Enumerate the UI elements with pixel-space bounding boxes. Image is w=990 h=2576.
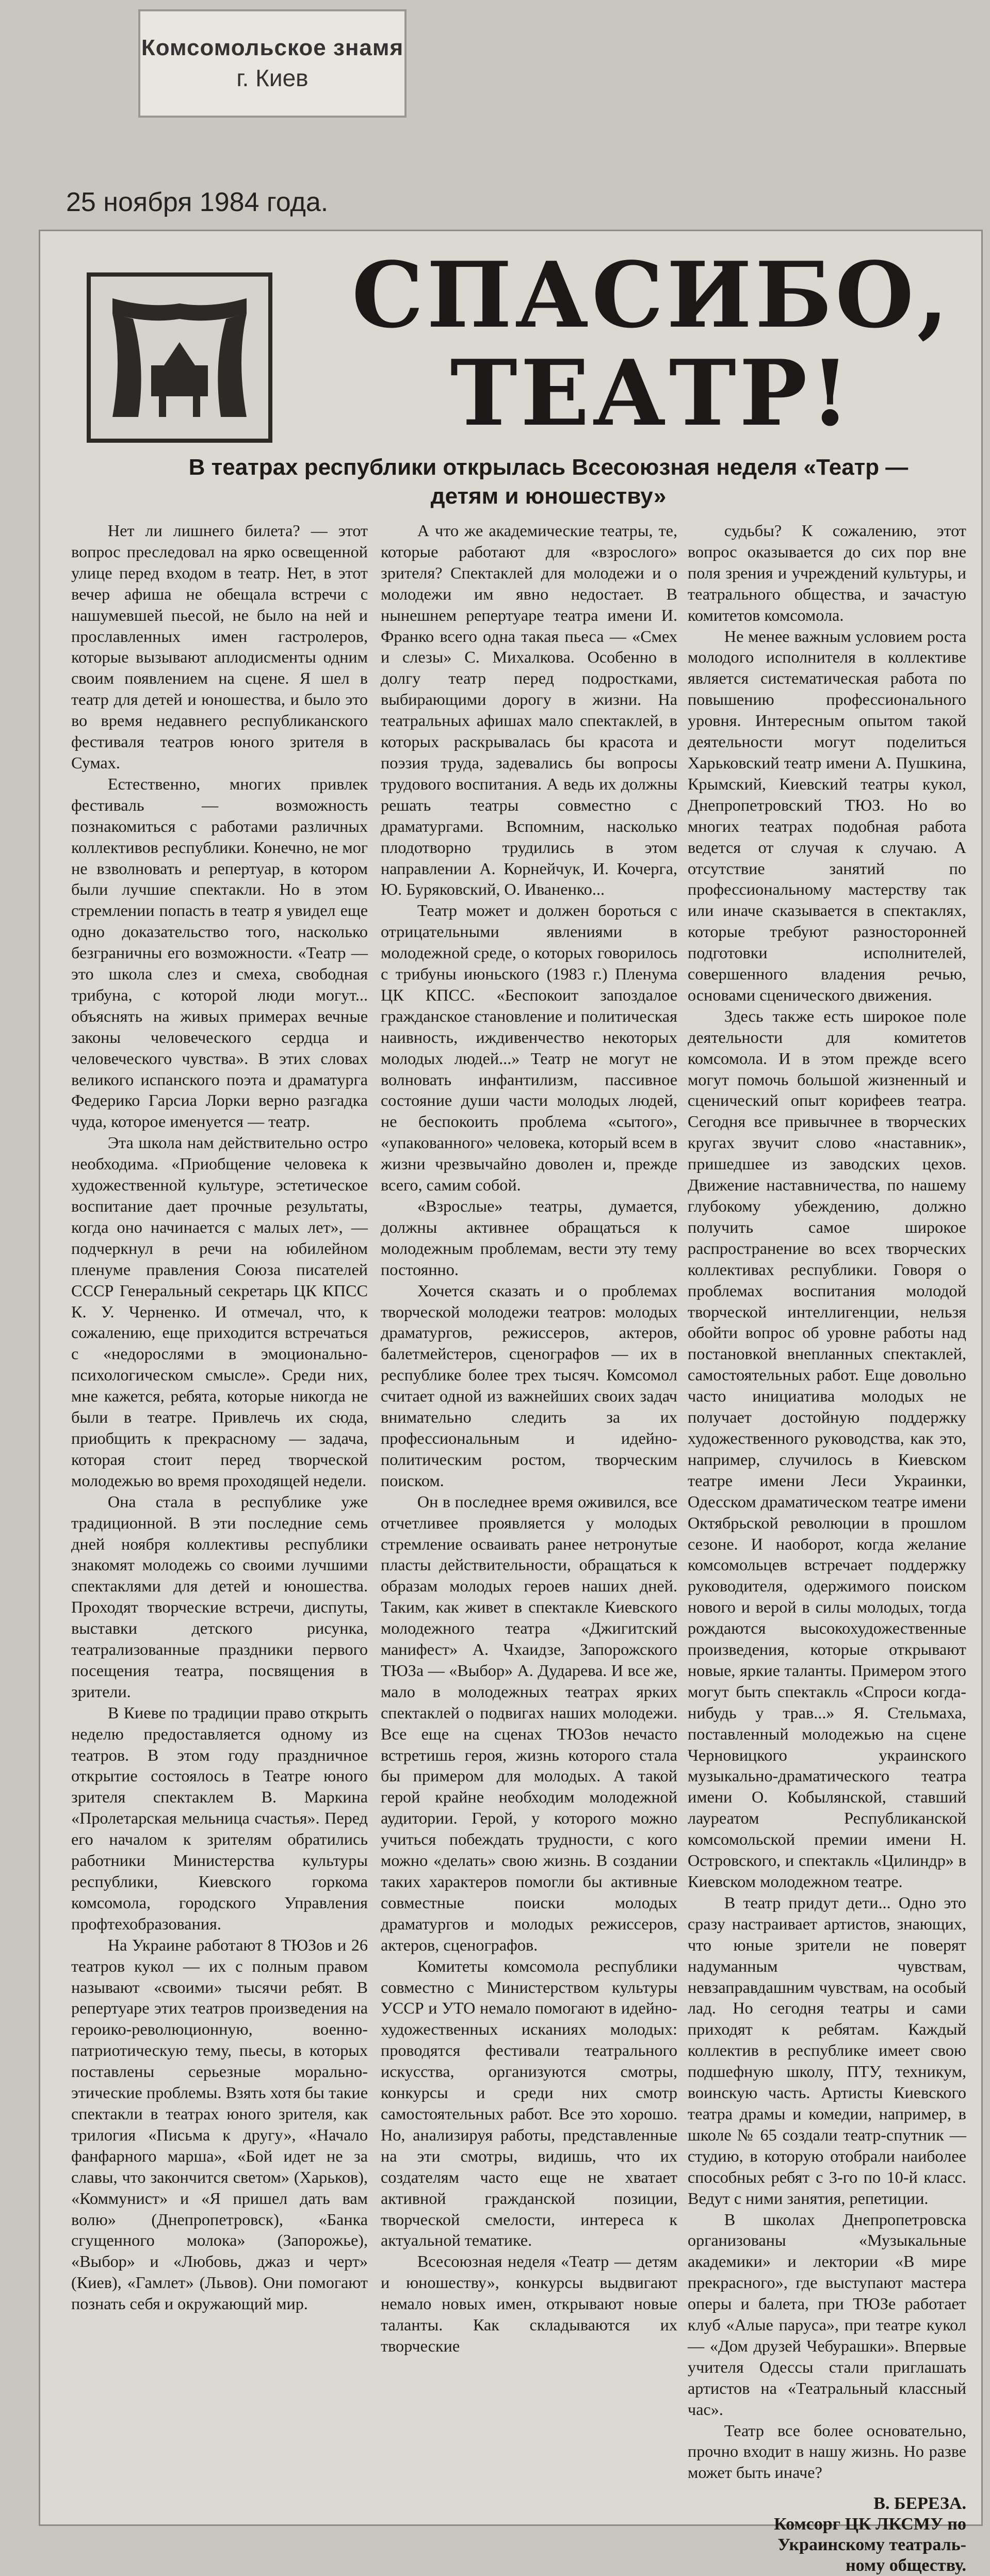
subheadline: В театрах республики открылась Всесоюзная неделя «Театр — детям и юношеству»: [188, 455, 908, 509]
paragraph: Хочется сказать и о проблемах творческой молодежи театров: молодых драматургов, режиссеров, актеров, балетмейстеров, сценографов — их в республике более трех тысяч. Комсомол считает одной из важнейших своих задач внимательно следить за их профессиональным и идейно-политическим ростом, творческим поиском.: [381, 1281, 677, 1490]
paragraph: Не менее важным условием роста молодого исполнителя в коллективе является систематическая работа по повышению профессионального уровня. Интересным опытом такой деятельности могут поделиться Харьковский театр имени А. Пушкина, Крымский, Киевский театры кукол, Днепропетровский ТЮЗ. Но во многих театрах подобная работа ведется от случая к случаю. А отсутствие занятий по профессиональному мастерству так или иначе сказывается в спектаклях, которые требуют разносторонней подготовки исполнителей, совершенного владения речью, основами сценического движения.: [688, 626, 966, 1004]
stamp-newspaper-name: Комсомольское знамя: [141, 35, 404, 60]
paragraph: Нет ли лишнего билета? — этот вопрос преследовал на ярко освещенной улице перед входом в театр. Нет, в этот вечер афиша не обещала встречи с нашумевшей пьесой, не было на ней и прославленных имен гастролеров, которые вызывают аплодисменты одним своим появлением на сцене. Я шел в театр для детей и юношества, и было это во время недавнего республиканского фестиваля театров юного зрителя в Сумах.: [71, 521, 368, 772]
paragraph: Здесь также есть широкое поле деятельности для комитетов комсомола. И в этом прежде всего могут помочь большой жизненный и сценический опыт корифеев театра. Сегодня все привычнее в творческих кругах звучит слово «наставник», пришедшее из заводских цехов. Движение наставничества, по нашему глубокому убеждению, должно получить самое широкое распространение во всех творческих коллективах республики. Говоря о проблемах воспитания молодой творческой интеллигенции, нельзя обойти вопрос об уровне работы над постановкой внепланных спектаклей, самостоятельных работ. Еще довольно часто инициатива молодых не получает достойную поддержку художественного руководства, как это, например, случилось в Киевском театре имени Леси Украинки, Одесском драматическом театре имени Октябрьской революции в прошлом сезоне. И наоборот, когда желание комсомольцев встречает поддержку руководителя, одержимого поиском нового и верой в силы молодых, тогда рождаются высокохудожественные произведения, которые открывают новые, яркие таланты. Примером этого могут быть спектакль «Спроси когда-нибудь у трав...» Я. Стельмаха, поставленный молодежью на сцене Черновицкого украинского музыкально-драматического театра имени О. Кобылянской, ставший лауреатом Республиканской комсомольской премии имени Н. Островского, и спектакль «Цилиндр» в Киевском молодежном театре.: [688, 1006, 966, 1891]
author-name: В. БЕРЕЗА.: [873, 2494, 966, 2514]
paragraph: судьбы? К сожалению, этот вопрос оказывается до сих пор вне поля зрения и учреждений культуры, и театрального общества, и зачастую комитетов комсомола.: [688, 521, 966, 624]
article-column-2: [381, 520, 677, 2522]
theatre-curtain-icon: [87, 272, 272, 443]
paragraph: Естественно, многих привлек фестиваль — возможность познакомиться с работами различных коллективов республики. Конечно, не мог не взволновать и репертуар, в котором были лучшие спектакли. Но в этом стремлении попасть в театр я увидел еще одно доказательство того, насколько безграничны его возможности. «Театр — это школа слез и смеха, свободная трибуна, с которой люди могут... объяснять на живых примерах вечные законы человеческого сердца и человеческого чувства». В этих словах великого испанского поэта и драматурга Федерико Гарсиа Лорки верно разгадка чуда, которое именуется — театр.: [71, 774, 368, 1131]
paragraph: Комитеты комсомола республики совместно с Министерством культуры УССР и УТО немало помогают в идейно-художественных исканиях молодых: проводятся фестивали театрального искусства, организуются смотры, конкурсы и среди них смотр самостоятельных работ. Все это хорошо. Но, анализируя работы, представленные на эти смотры, видишь, что их создателям часто еще не хватает активной гражданской позиции, творческой смелости, интереса к актуальной тематике.: [381, 1956, 677, 2250]
paragraph: Она стала в республике уже традиционной. В эти последние семь дней ноября коллективы республики знакомят молодежь со своими лучшими спектаклями для детей и юношества. Проходят творческие встречи, диспуты, выставки детского рисунка, театрализованные праздники первого посещения театра, посвящения в зрители.: [71, 1492, 368, 1701]
publication-date: 25 ноября 1984 года.: [66, 187, 329, 217]
stamp-city: г. Киев: [236, 65, 309, 91]
paragraph: Он в последнее время оживился, все отчетливее проявляется у молодых стремление осваивать ранее нетронутые пласты действительности, обращаться к образам молодых героев наших дней. Таким, как живет в спектакле Киевского молодежного театра «Джигитский манифест» А. Чхаидзе, Запорожского ТЮЗа — «Выбор» А. Дударева. И все же, мало в молодежных театрах ярких спектаклей о подвигах наших молодежи. Все еще на сценах ТЮЗов нечасто встретишь героя, жизнь которого стала бы примером для молодых. А такой герой крайне необходим молодежной аудитории. Герой, у которого можно учиться побеждать трудности, с кого можно «делать» свою жизнь. В создании таких характеров помогли бы активные совместные поиски молодых драматургов и молодых режиссеров, актеров, сценографов.: [381, 1492, 677, 1954]
paragraph: «Взрослые» театры, думается, должны активнее обращаться к молодежным проблемам, вести эту тему постоянно.: [381, 1197, 677, 1279]
paragraph: Театр может и должен бороться с отрицательными явлениями в молодежной среде, о которых говорилось с трибуны июньского (1983 г.) Пленума ЦК КПСС. «Беспокоит запоздалое гражданское становление и политическая наивность, иждивенчество некоторых молодых людей...» Театр не могут не волновать инфантилизм, пассивное состояние души части молодых людей, не беспокоить проблема «сытого», «упакованного» человека, который всем в жизни чрезвычайно доволен и, прежде всего, самим собой.: [381, 901, 677, 1195]
paragraph: В школах Днепропетровска организованы «Музыкальные академики» и лектории «В мире прекрасного», где выступают мастера оперы и балета, при ТЮЗе работает клуб «Алые паруса», при театре кукол — «Дом друзей Чебурашки». Впервые учителя Одессы стали приглашать артистов на «Театральный классный час».: [688, 2210, 966, 2419]
paragraph: А что же академические театры, те, которые работают для «взрослого» зрителя? Спектаклей для молодежи и о молодежи им явно недостает. В нынешнем репертуаре театра имени И. Франко всего одна такая пьеса — «Смех и слезы» С. Михалкова. Особенно в долгу театр перед подростками, выбирающими дорогу в жизни. На театральных афишах мало спектаклей, в которых раскрывалась бы красота и поэзия труда, задевались бы вопросы трудового воспитания. А ведь их должны решать театры совместно с драматургами. Вспомним, насколько плодотворно трудились в этом направлении А. Корнейчук, И. Кочерга, Ю. Буряковский, О. Иваненко...: [381, 521, 677, 899]
library-stamp: [138, 9, 407, 118]
author-signature: [688, 2493, 966, 2576]
article-column-3: [688, 520, 966, 2575]
paragraph: Эта школа нам действительно остро необходима. «Приобщение человека к художественной культуре, эстетическое воспитание дает прочные результаты, когда оно начинается с малых лет», — подчеркнул в речи на юбилейном пленуме правления Союза писателей СССР Генеральный секретарь ЦК КПСС К. У. Черненко. И отмечал, что, к сожалению, еще приходится встречаться с «недорослями в эмоционально-психологическом смысле». Среди них, мне кажется, ребята, которые никогда не были в театре. Привлечь их сюда, приобщить к прекрасному — задача, которая стоит перед творческой молодежью во время проходящей недели.: [71, 1133, 368, 1490]
paragraph: Всесоюзная неделя «Театр — детям и юношеству», конкурсы выдвигают немало новых имен, открывают новые таланты. Как складываются их творческие: [381, 2252, 677, 2355]
author-title-line-2: Украинскому театраль-: [777, 2535, 966, 2555]
author-title-line-1: Комсорг ЦК ЛКСМУ по: [774, 2515, 966, 2534]
newspaper-clipping: [39, 230, 983, 2575]
author-title-line-3: ному обществу.: [846, 2556, 966, 2575]
paragraph: На Украине работают 8 ТЮЗов и 26 театров кукол — их с полным правом называют «своими» тысячи ребят. В репертуаре этих театров произведения на героико-революционную, военно-патриотическую тему, пьесы, в которых поставлены серьезные морально-этические проблемы. Взять хотя бы такие спектакли в театрах юного зрителя, как трилогия «Письма к другу», «Начало фанфарного марша», «Бой идет не за славы, что закончится светом» (Харьков), «Коммунист» и «Я пришел дать вам волю» (Днепропетровск), «Банка сгущенного молока» (Запорожье), «Выбор» и «Любовь, джаз и черт» (Киев), «Гамлет» (Львов). Они помогают познать себя и окружающий мир.: [71, 1935, 368, 2313]
headline: СПАСИБО, ТЕАТР!: [351, 243, 952, 446]
paragraph: В Киеве по традиции право открыть неделю предоставляется одному из театров. В этом году праздничное открытие состоялось в Театре юного зрителя спектаклем В. Маркина «Пролетарская мельница счастья». Перед его началом к зрителям обратились работники Министерства культуры республики, Киевского горкома комсомола, городского Управления профтехобразования.: [71, 1703, 368, 1933]
article-column-1: [71, 520, 368, 2522]
paragraph: Театр все более основательно, прочно входит в нашу жизнь. Но разве может быть иначе?: [688, 2421, 966, 2482]
paragraph: В театр придут дети... Одно это сразу настраивает артистов, знающих, что юные зрители не поверят надуманным чувствам, невзаправдашним чувствам, на особый лад. Но сегодня театры и сами приходят к ребятам. Каждый коллектив в республике имеет свою подшефную школу, ПТУ, техникум, воинскую часть. Артисты Киевского театра драмы и комедии, например, в школе № 65 создали театр-спутник — студию, в которую отобрали наиболее способных ребят с 3-го по 10-й класс. Ведут с ними занятия, репетиции.: [688, 1893, 966, 2208]
theatre-curtain-graphic: [102, 288, 257, 427]
